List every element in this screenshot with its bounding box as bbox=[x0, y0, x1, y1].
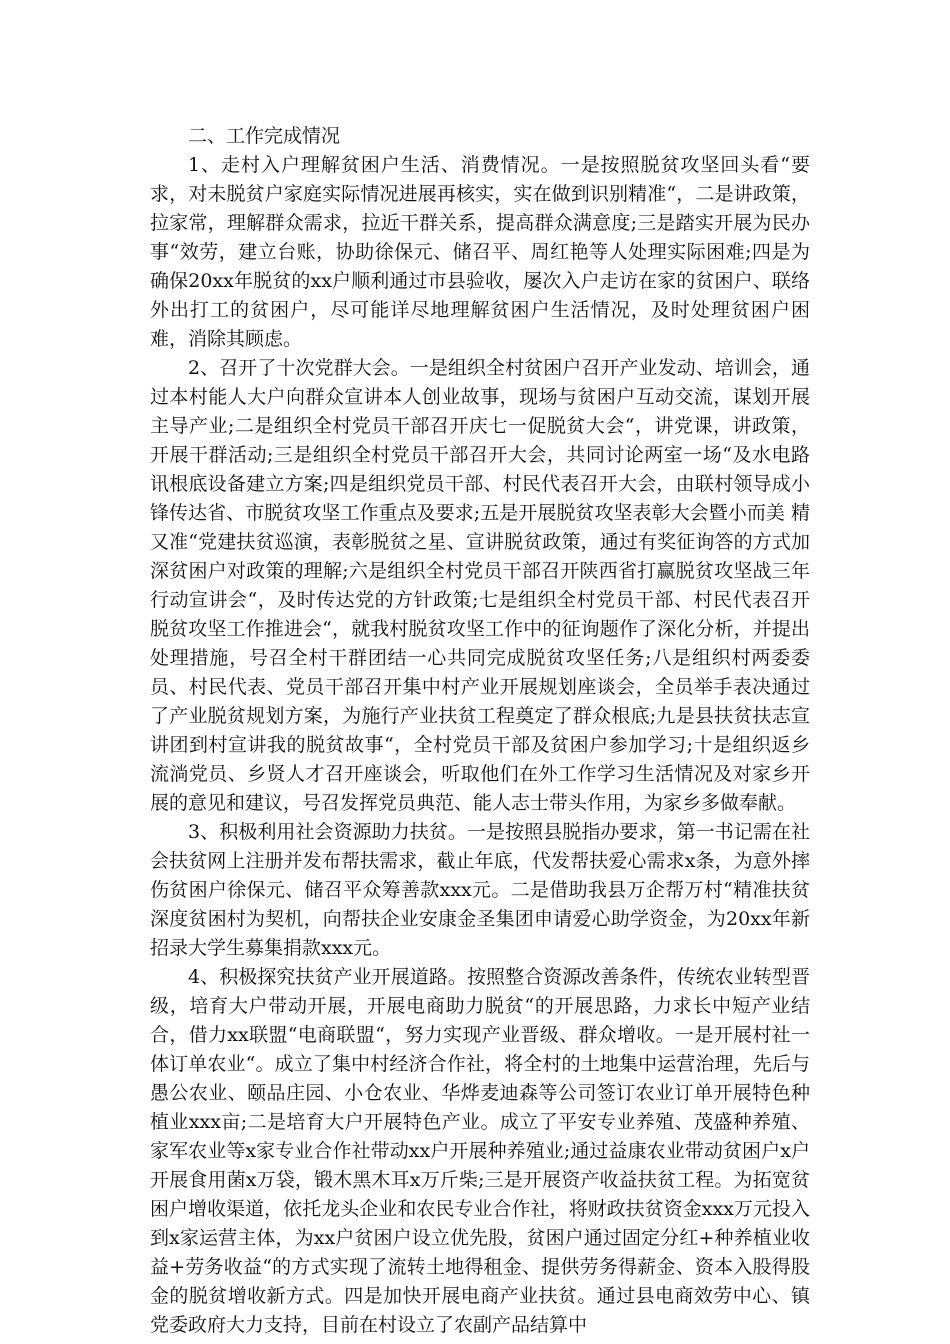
paragraph-2: 2、召开了十次党群大会。一是组织全村贫困户召开产业发动、培训会，通过本村能人大户向群众宣讲本人创业故事，现场与贫困户互动交流，谋划开展主导产业;二是组织全村党员干部召开庆七一促脱贫大会“，讲党课，讲政策，开展干群活动;三是组织全村党员干部召开大会，共同讨论两室一场“及水电路讯根底设备建立方案;四是组织党员干部、村民代表召开大会，由联村领导成小锋传达省、市脱贫攻坚工作重点及要求;五是开展脱贫攻坚表彰大会暨小而美 精又准“党建扶贫巡演，表彰脱贫之星、宣讲脱贫政策，通过有奖征询答的方式加深贫困户对政策的理解;六是组织全村党员干部召开陕西省打赢脱贫攻坚战三年行动宣讲会“，及时传达党的方针政策;七是组织全村党员干部、村民代表召开脱贫攻坚工作推进会“，就我村脱贫攻坚工作中的征询题作了深化分析，并提出处理措施，号召全村干群团结一心共同完成脱贫攻坚任务;八是组织村两委委员、村民代表、党员干部召开集中村产业开展规划座谈会，全员举手表决通过了产业脱贫规划方案，为施行产业扶贫工程奠定了群众根底;九是县扶贫扶志宣讲团到村宣讲我的脱贫故事“，全村党员干部及贫困户参加学习;十是组织返乡流淌党员、乡贤人才召开座谈会，听取他们在外工作学习生活情况及对家乡开展的意见和建议，号召发挥党员典范、能人志士带头作用，为家乡多做奉献。 bbox=[150, 357, 810, 814]
paragraph-3: 3、积极利用社会资源助力扶贫。一是按照县脱指办要求，第一书记需在社会扶贫网上注册并发布帮扶需求，截止年底，代发帮扶爱心需求x条，为意外摔伤贫困户徐保元、储召平众筹善款xxx元。二是借助我县万企帮万村“精准扶贫深度贫困村为契机，向帮扶企业安康金圣集团申请爱心助学资金，为20xx年新招录大学生募集捐款xxx元。 bbox=[150, 821, 810, 959]
document-body bbox=[150, 122, 810, 1340]
section-heading: 二、工作完成情况 bbox=[188, 125, 341, 147]
paragraph-4: 4、积极探究扶贫产业开展道路。按照整合资源改善条件，传统农业转型晋级，培育大户带动开展，开展电商助力脱贫“的开展思路，力求长中短产业结合，借力xx联盟“电商联盟“，努力实现产业晋级、群众增收。一是开展村社一体订单农业“。成立了集中村经济合作社，将全村的土地集中运营治理，先后与愚公农业、颐品庄园、小仓农业、华烨麦迪森等公司签订农业订单开展特色种植业xxx亩;二是培育大户开展特色产业。成立了平安专业养殖、茂盛种养殖、家军农业等x家专业合作社带动xx户开展种养殖业;通过益康农业带动贫困户x户开展食用菌x万袋，锻木黑木耳x万斤柴;三是开展资产收益扶贫工程。为拓宽贫困户增收渠道，依托龙头企业和农民专业合作社，将财政扶贫资金xxx万元投入到x家运营主体，为xx户贫困户设立优先股，贫困户通过固定分红+种养植业收益+劳务收益“的方式实现了流转土地得租金、提供劳务得薪金、资本入股得股金的脱贫增收新方式。四是加快开展电商产业扶贫。通过县电商效劳中心、镇党委政府大力支持，目前在村设立了农副产品结算中 bbox=[150, 966, 810, 1336]
paragraph-1: 1、走村入户理解贫困户生活、消费情况。一是按照脱贫攻坚回头看“要求，对未脱贫户家庭实际情况进展再核实，实在做到识别精准“，二是讲政策，拉家常，理解群众需求，拉近干群关系，提高群众满意度;三是踏实开展为民办事“效劳，建立台账，协助徐保元、储召平、周红艳等人处理实际困难;四是为确保20xx年脱贫的xx户顺利通过市县验收，屡次入户走访在家的贫困户、联络外出打工的贫困户，尽可能详尽地理解贫困户生活情况，及时处理贫困户困难，消除其顾虑。 bbox=[150, 154, 810, 350]
